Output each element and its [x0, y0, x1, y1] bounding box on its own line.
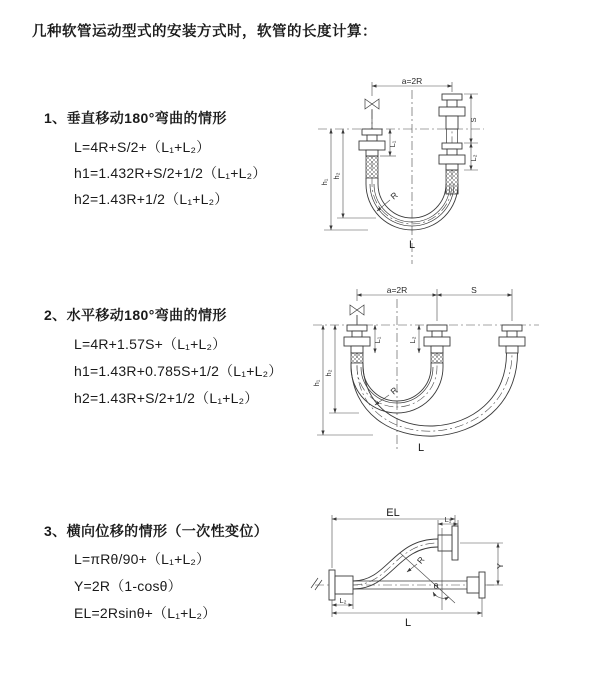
section-3-formula-EL: EL=2Rsinθ+（L₁+L₂） — [74, 605, 217, 621]
dim-label-l2: L₂ — [469, 154, 478, 162]
valve-icon — [350, 305, 364, 325]
hose-braid-left — [366, 156, 378, 178]
diagram-horizontal-180-bend — [303, 283, 600, 458]
valve-icon — [365, 99, 379, 129]
section-3-formula-L: L=πRθ/90+（L₁+L₂） — [74, 551, 211, 567]
dim-label-h2: h₂ — [324, 369, 333, 377]
centerline-break-mark — [311, 578, 322, 590]
hose-braid-left — [351, 353, 363, 363]
dim-label-r: R — [388, 189, 400, 202]
section-2-formula-h1: h1=1.43R+0.785S+1/2（L₁+L₂） — [74, 363, 283, 379]
hose-s-curve — [353, 539, 438, 589]
dim-label-l1: L₁ — [388, 140, 397, 148]
diagram-vertical-180-bend — [310, 76, 595, 270]
dim-label-l2: L₂ — [408, 336, 417, 344]
dim-label-a2r: a=2R — [401, 76, 423, 86]
section-2-formula-h2: h2=1.43R+S/2+1/2（L₁+L₂） — [74, 390, 259, 406]
page-title: 几种软管运动型式的安装方式时，软管的长度计算： — [32, 24, 377, 40]
section-1-formula-L: L=4R+S/2+（L₁+L₂） — [74, 139, 211, 155]
dim-label-l: L — [404, 617, 412, 629]
dim-label-h1: h₁ — [312, 379, 321, 387]
dim-label-el: EL — [386, 507, 400, 519]
dim-label-l1: L₁ — [373, 336, 382, 344]
flange-fitting-lower-right — [467, 572, 485, 598]
diagram-lateral-displacement — [295, 498, 600, 646]
dim-label-h2: h₂ — [332, 172, 341, 180]
construction-radius-line — [400, 553, 455, 603]
hose-braid-middle — [431, 353, 443, 363]
section-1-formula-h2: h2=1.43R+1/2（L₁+L₂） — [74, 191, 229, 207]
flange-fitting-right-moved — [499, 325, 525, 353]
dim-label-s: S — [471, 285, 477, 295]
dim-label-a2r: a=2R — [386, 285, 408, 295]
hose-braid-right — [446, 170, 458, 194]
dim-label-l2: L₂ — [339, 596, 347, 605]
section-2-heading: 2、水平移动180°弯曲的情形 — [44, 307, 227, 323]
section-3-heading: 3、横向位移的情形（一次性变位） — [44, 523, 269, 539]
section-2-formula-L: L=4R+1.57S+（L₁+L₂） — [74, 336, 227, 352]
dim-label-y: Y — [495, 563, 505, 569]
flange-fitting-middle — [424, 325, 450, 353]
dim-label-l1: L₁ — [444, 515, 452, 524]
flange-fitting-left — [359, 129, 385, 156]
section-3-formula-Y: Y=2R（1-cosθ） — [74, 578, 182, 594]
section-1-heading: 1、垂直移动180°弯曲的情形 — [44, 110, 227, 126]
flange-fitting-upper-right — [438, 526, 458, 560]
dim-label-r: R — [414, 554, 427, 566]
flange-fitting-right-upper — [439, 94, 465, 129]
dim-label-l: L — [408, 239, 416, 251]
section-1-formula-h1: h1=1.432R+S/2+1/2（L₁+L₂） — [74, 165, 267, 181]
dim-label-l: L — [417, 442, 425, 454]
flange-fitting-left — [344, 325, 370, 353]
hose-u-bend — [366, 178, 458, 230]
dim-label-s: S — [469, 117, 478, 123]
dim-label-h1: h₁ — [320, 178, 329, 186]
dim-label-theta: θ — [433, 581, 439, 591]
flange-fitting-right-lower — [439, 143, 465, 170]
dim-label-r: R — [388, 384, 400, 397]
